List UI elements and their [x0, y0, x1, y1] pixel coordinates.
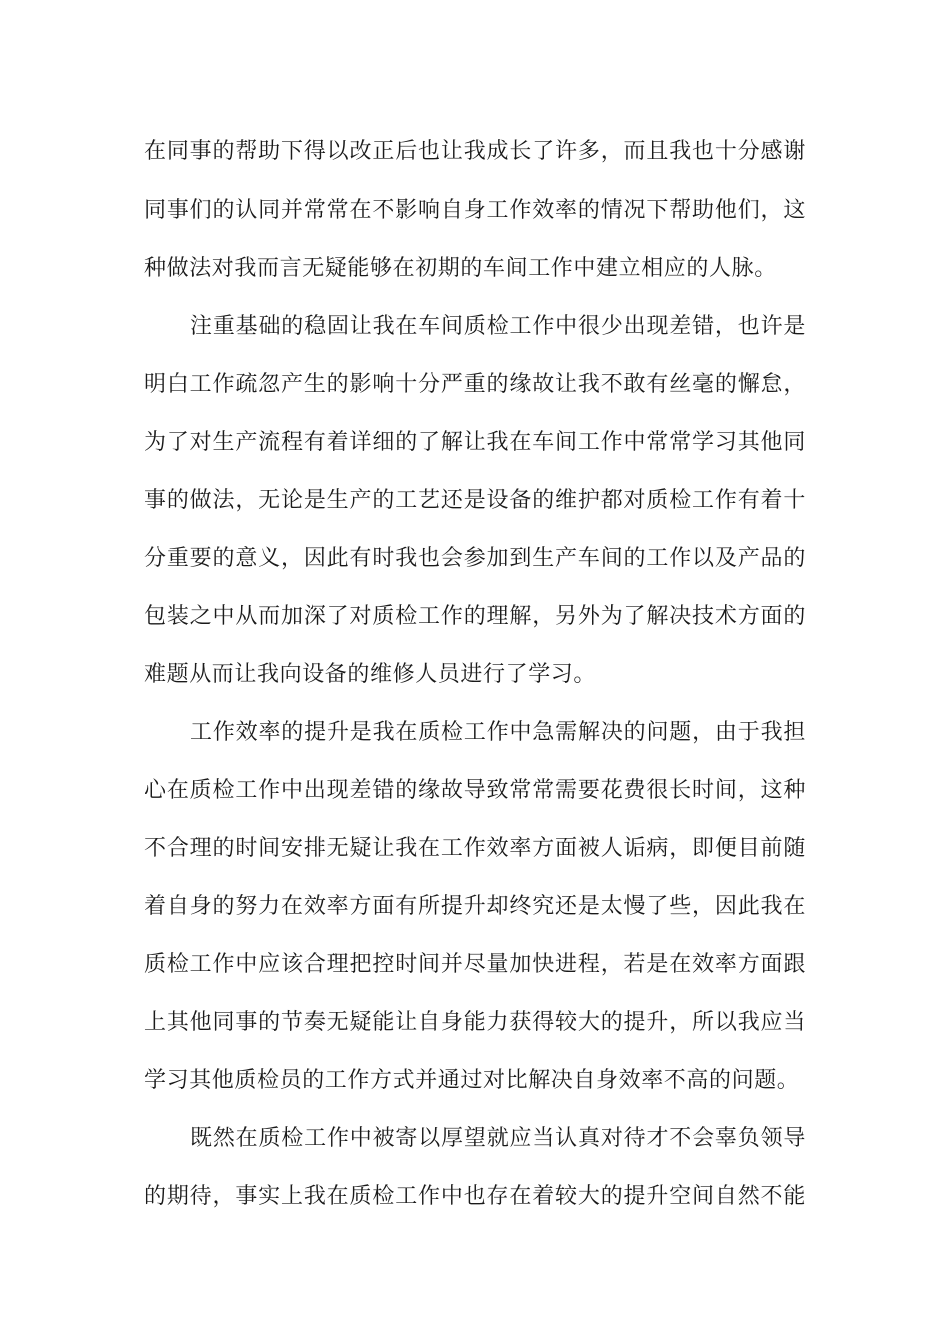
text-line: 事的做法，无论是生产的工艺还是设备的维护都对质检工作有着十 [144, 488, 806, 513]
text-line: 学习其他质检员的工作方式并通过对比解决自身效率不高的问题。 [144, 1068, 800, 1093]
paragraph-start-line: 工作效率的提升是我在质检工作中急需解决的问题，由于我担 [190, 720, 806, 745]
text-line: 不合理的时间安排无疑让我在工作效率方面被人诟病，即便目前随 [144, 836, 806, 861]
text-line: 上其他同事的节奏无疑能让自身能力获得较大的提升，所以我应当 [144, 1010, 806, 1035]
text-line: 明白工作疏忽产生的影响十分严重的缘故让我不敢有丝毫的懈怠， [144, 372, 806, 397]
text-line: 包装之中从而加深了对质检工作的理解，另外为了解决技术方面的 [144, 604, 806, 629]
text-line: 在同事的帮助下得以改正后也让我成长了许多，而且我也十分感谢 [144, 139, 806, 164]
text-line: 的期待，事实上我在质检工作中也存在着较大的提升空间自然不能 [144, 1184, 806, 1209]
text-line: 同事们的认同并常常在不影响自身工作效率的情况下帮助他们，这 [144, 198, 806, 223]
text-line: 种做法对我而言无疑能够在初期的车间工作中建立相应的人脉。 [144, 256, 777, 281]
text-line: 着自身的努力在效率方面有所提升却终究还是太慢了些，因此我在 [144, 894, 806, 919]
text-line: 心在质检工作中出现差错的缘故导致常常需要花费很长时间，这种 [144, 778, 806, 803]
text-line: 分重要的意义，因此有时我也会参加到生产车间的工作以及产品的 [144, 546, 806, 571]
paragraph-start-line: 既然在质检工作中被寄以厚望就应当认真对待才不会辜负领导 [190, 1126, 806, 1151]
text-line: 质检工作中应该合理把控时间并尽量加快进程，若是在效率方面跟 [144, 952, 806, 977]
text-line: 难题从而让我向设备的维修人员进行了学习。 [144, 662, 597, 687]
text-line: 为了对生产流程有着详细的了解让我在车间工作中常常学习其他同 [144, 430, 806, 455]
paragraph-start-line: 注重基础的稳固让我在车间质检工作中很少出现差错，也许是 [190, 314, 806, 339]
